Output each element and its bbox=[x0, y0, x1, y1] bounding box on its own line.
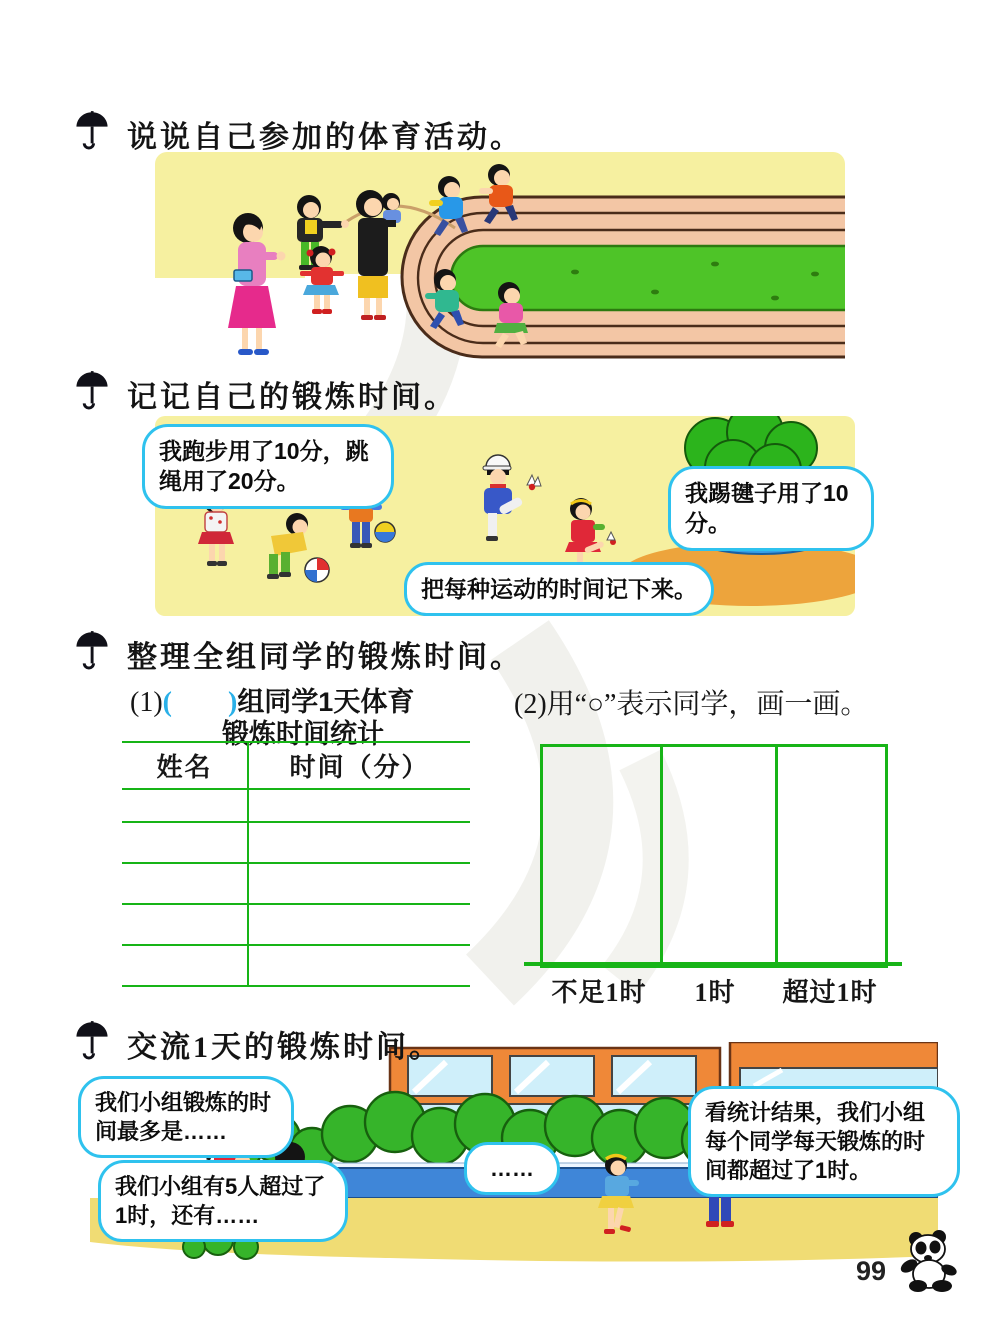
speech-bubble-most: 我们小组锻炼的时间最多是…… bbox=[78, 1076, 294, 1158]
section1-heading: 说说自己参加的体育活动。 bbox=[127, 121, 523, 154]
task1-title-text: 组同学1天体育 bbox=[237, 687, 415, 717]
pictograph-labels bbox=[540, 972, 888, 1009]
speech-bubble-dots: …… bbox=[464, 1142, 560, 1195]
pictograph-grid bbox=[540, 744, 888, 968]
speech-bubble-five-over: 我们小组有5人超过了1时，还有…… bbox=[98, 1160, 348, 1242]
section2-heading: 记记自己的锻炼时间。 bbox=[127, 381, 457, 414]
table-cell-empty bbox=[247, 782, 470, 823]
table-cell-empty bbox=[247, 946, 470, 987]
exercise-time-table bbox=[122, 741, 470, 987]
table-cell-empty bbox=[122, 782, 247, 823]
task1-title-line2: 锻炼时间统计 bbox=[222, 719, 384, 749]
pictograph-baseline bbox=[524, 962, 902, 966]
page-number: 99 bbox=[856, 1256, 887, 1286]
speech-bubble-result: 看统计结果，我们小组每个同学每天锻炼的时间都超过了1时。 bbox=[688, 1086, 960, 1197]
table-cell-empty bbox=[122, 946, 247, 987]
speech-bubble-record: 把每种运动的时间记下来。 bbox=[404, 562, 714, 616]
section4-heading: 交流1天的锻炼时间。 bbox=[127, 1031, 442, 1064]
speech-bubble-shuttlecock: 我踢毽子用了10分。 bbox=[668, 466, 874, 551]
panda-icon bbox=[898, 1230, 964, 1292]
table-cell-empty bbox=[122, 864, 247, 905]
umbrella-bullet-icon bbox=[74, 110, 110, 150]
category-under-1h: 不足1时 bbox=[551, 978, 647, 1007]
task2-label: (2)用“○”表示同学，画一画。 bbox=[514, 689, 869, 720]
scene-sports-track-illustration bbox=[155, 152, 845, 366]
pictograph-divider bbox=[775, 747, 778, 965]
category-1h: 1时 bbox=[694, 978, 736, 1007]
umbrella-bullet-icon bbox=[74, 370, 110, 410]
running-track bbox=[402, 197, 845, 357]
task1-blank-parens: ( ) bbox=[162, 687, 238, 718]
table-cell-empty bbox=[247, 864, 470, 905]
table-cell-empty bbox=[247, 905, 470, 946]
speech-bubble-run-jump: 我跑步用了10分，跳绳用了20分。 bbox=[142, 424, 394, 509]
task1-number: (1) bbox=[130, 687, 163, 718]
table-header-name: 姓名 bbox=[122, 741, 247, 790]
category-over-1h: 超过1时 bbox=[782, 978, 878, 1007]
pictograph-divider bbox=[660, 747, 663, 965]
umbrella-bullet-icon bbox=[74, 630, 110, 670]
section3-heading: 整理全组同学的锻炼时间。 bbox=[127, 641, 523, 674]
table-cell-empty bbox=[122, 823, 247, 864]
table-header-time: 时间（分） bbox=[247, 741, 470, 790]
table-cell-empty bbox=[122, 905, 247, 946]
umbrella-bullet-icon bbox=[74, 1020, 110, 1060]
table-cell-empty bbox=[247, 823, 470, 864]
